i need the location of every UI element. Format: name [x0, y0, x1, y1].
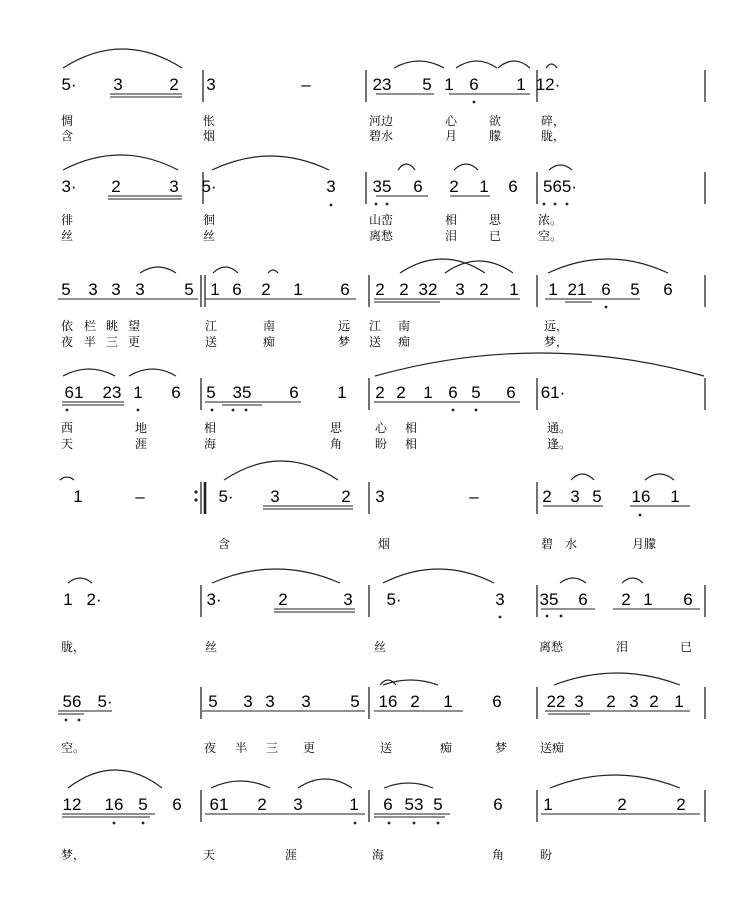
note: 1 — [509, 280, 519, 299]
octave-dot — [413, 822, 416, 825]
note: 35 — [372, 177, 392, 196]
lyric-text: 南 — [263, 319, 276, 333]
lyric-text: 河边 — [369, 114, 394, 128]
note: 2 — [257, 795, 267, 814]
lyric-text: 夜 — [61, 335, 74, 349]
lyric-text: 惆 — [61, 114, 74, 128]
note: 2 — [449, 177, 459, 196]
lyric-text: 碧水 — [369, 129, 394, 143]
slur-arc — [645, 474, 674, 480]
note: 5 — [184, 280, 194, 299]
note: 61· — [540, 383, 566, 402]
octave-dot — [475, 409, 478, 412]
octave-dot — [245, 409, 248, 412]
repeat-sign — [194, 482, 205, 514]
note: 5· — [97, 692, 113, 711]
note: 5 — [630, 280, 640, 299]
slur-arc — [554, 673, 680, 685]
note: 3· — [206, 590, 222, 609]
note: 2 — [676, 795, 686, 814]
lyric-text: 痴 — [398, 335, 411, 349]
lyric-text: 角 — [330, 437, 343, 451]
lyric-text: 泪 — [445, 229, 458, 243]
octave-dot — [211, 409, 214, 412]
octave-dot — [375, 203, 378, 206]
lyric-text: 痴 — [440, 741, 453, 755]
lyric-text: 朦 — [489, 129, 502, 143]
lyric-text: 已 — [680, 640, 693, 654]
lyric-text: 海 — [204, 437, 217, 451]
lyric-text: 远 — [338, 319, 351, 333]
lyric-text: 半 — [84, 335, 97, 349]
octave-dot — [566, 203, 569, 206]
note: 1 — [543, 795, 553, 814]
lyric-text: 烟 — [203, 129, 216, 143]
lyric-text: 盼 — [375, 437, 388, 451]
lyric-text: 碎， — [541, 114, 566, 128]
note: 6 — [383, 795, 393, 814]
lyric-text: 江 — [369, 319, 382, 333]
lyric-text: 丝 — [203, 229, 216, 243]
slur-arc — [68, 578, 92, 583]
note: 2 — [479, 280, 489, 299]
slur-arc — [456, 61, 497, 68]
note: 61 — [64, 383, 84, 402]
note: 6 — [232, 280, 242, 299]
note: – — [301, 75, 311, 94]
lyric-text: 浓。 — [538, 213, 563, 227]
lyric-text: 天 — [203, 848, 216, 862]
note: 6 — [578, 590, 588, 609]
slur-arc — [571, 474, 594, 480]
lyric-text: 梦 — [338, 335, 351, 349]
note: 2 — [542, 487, 552, 506]
slur-arc — [129, 369, 176, 376]
octave-dot — [452, 409, 455, 412]
octave-dot — [232, 409, 235, 412]
slur-arc — [298, 779, 352, 788]
lyric-text: 送 — [380, 741, 393, 755]
lyric-text: 南 — [398, 319, 411, 333]
slur-arc — [212, 569, 340, 583]
lyric-text: 已 — [489, 229, 502, 243]
lyric-text: 西 — [61, 421, 74, 435]
slur-arc — [560, 578, 586, 583]
lyric-text: 梦， — [544, 335, 569, 349]
note: 3 — [343, 590, 353, 609]
lyric-text: 更 — [128, 335, 141, 349]
lyric-text: 相 — [445, 213, 458, 227]
lyric-text: 夜 — [204, 741, 217, 755]
lyric-text: 相 — [405, 421, 418, 435]
lyric-text: 碧 — [541, 537, 554, 551]
lyric-text: 离愁 — [369, 229, 394, 243]
slur-arc — [213, 267, 238, 273]
lyric-text: 涯 — [285, 848, 298, 862]
note: 3 — [574, 692, 584, 711]
lyric-text: 思 — [330, 421, 343, 435]
note: 1 — [210, 280, 220, 299]
note: 6 — [663, 280, 673, 299]
note: 6 — [506, 383, 516, 402]
lyric-text: 江 — [205, 319, 218, 333]
slur-arc — [445, 261, 513, 273]
note: 2 — [111, 177, 121, 196]
lyric-text: 空。 — [61, 741, 86, 755]
note: 3 — [243, 692, 253, 711]
octave-dot — [473, 101, 476, 104]
note: 2 — [399, 280, 409, 299]
lyric-text: 三 — [266, 741, 279, 755]
lyric-text: 梦， — [61, 848, 86, 862]
lyric-text: 空。 — [538, 229, 563, 243]
lyric-text: 送痴 — [540, 741, 565, 755]
note: 21 — [567, 280, 587, 299]
octave-dot — [354, 822, 357, 825]
lyric-text: 痴 — [263, 335, 276, 349]
note: 16 — [104, 795, 124, 814]
note: 1 — [479, 177, 489, 196]
note: 35 — [232, 383, 252, 402]
note: 1 — [63, 590, 73, 609]
note: 22 — [546, 692, 566, 711]
lyric-text: 三 — [106, 335, 119, 349]
lyric-text: 涯 — [135, 437, 148, 451]
lyric-text: 心 — [375, 421, 388, 435]
lyric-text: 海 — [372, 848, 385, 862]
note: 5 — [422, 75, 432, 94]
note: 1 — [293, 280, 303, 299]
barline — [201, 275, 205, 307]
note: 5 — [138, 795, 148, 814]
lyric-text: 天 — [61, 437, 74, 451]
lyric-text: 盼 — [540, 848, 553, 862]
note: 12· — [535, 75, 561, 94]
octave-dot — [142, 822, 145, 825]
note: 2 — [649, 692, 659, 711]
note: 6 — [492, 692, 502, 711]
slur-arc — [224, 461, 338, 480]
note: 12 — [62, 795, 82, 814]
note: 3 — [206, 75, 216, 94]
note: 6 — [340, 280, 350, 299]
octave-dot — [66, 409, 69, 412]
octave-dot — [78, 719, 81, 722]
note: 5 — [433, 795, 443, 814]
note: 5· — [386, 590, 402, 609]
note: 2 — [261, 280, 271, 299]
slur-arc — [394, 61, 444, 68]
slur-arc — [622, 578, 643, 583]
lyric-text: 含 — [61, 129, 74, 143]
lyric-text: 徘 — [61, 213, 74, 227]
note: 6 — [683, 590, 693, 609]
lyric-text: 心 — [445, 114, 458, 128]
note: 3 — [629, 692, 639, 711]
lyric-text: 怅 — [203, 114, 216, 128]
lyric-text: 眺 — [106, 319, 119, 333]
note: 1 — [443, 692, 453, 711]
note: 2 — [341, 487, 351, 506]
lyric-text: 梦 — [495, 741, 508, 755]
note: 1 — [670, 487, 680, 506]
note: 53 — [404, 795, 424, 814]
slur-arc — [375, 353, 704, 376]
octave-dot — [605, 306, 608, 309]
slur-arc — [268, 270, 278, 273]
note: 6 — [601, 280, 611, 299]
octave-dot — [543, 203, 546, 206]
lyric-text: 胧， — [61, 640, 86, 654]
note: 5 — [61, 280, 71, 299]
note: 5 — [206, 383, 216, 402]
note: 2 — [278, 590, 288, 609]
note: 3 — [111, 280, 121, 299]
slur-arc — [60, 477, 74, 480]
octave-dot — [639, 514, 642, 517]
note: 3 — [265, 692, 275, 711]
note: 2 — [606, 692, 616, 711]
note: 6 — [172, 795, 182, 814]
lyric-text: 望 — [128, 319, 141, 333]
note: 1 — [548, 280, 558, 299]
octave-dot — [65, 719, 68, 722]
note: 2 — [617, 795, 627, 814]
note: 16 — [378, 692, 398, 711]
note: 16 — [631, 487, 651, 506]
note: – — [469, 487, 479, 506]
note: 3 — [113, 75, 123, 94]
note: 3 — [135, 280, 145, 299]
note: 5 — [592, 487, 602, 506]
octave-dot — [499, 616, 502, 619]
slur-arc — [384, 783, 433, 788]
lyric-text: 栏 — [84, 319, 97, 333]
note: 3 — [326, 177, 336, 196]
note: 1 — [349, 795, 359, 814]
note: 6 — [448, 383, 458, 402]
note: 3 — [88, 280, 98, 299]
slur-arc — [550, 775, 680, 788]
slur-arc — [68, 770, 162, 788]
note: 5 — [471, 383, 481, 402]
note: 6 — [493, 795, 503, 814]
note: 2 — [375, 280, 385, 299]
note: 5· — [61, 75, 77, 94]
lyric-text: 远， — [544, 319, 569, 333]
note: 6 — [289, 383, 299, 402]
note: 1 — [73, 487, 83, 506]
note: 3 — [270, 487, 280, 506]
note: 1 — [444, 75, 454, 94]
note: 1 — [516, 75, 526, 94]
note: 2 — [410, 692, 420, 711]
lyric-text: 更 — [303, 741, 316, 755]
lyric-text: 丝 — [61, 229, 74, 243]
note: 1 — [643, 590, 653, 609]
note: 5 — [350, 692, 360, 711]
note: 3 — [570, 487, 580, 506]
octave-dot — [546, 615, 549, 618]
slur-arc — [548, 259, 668, 273]
octave-dots — [62, 101, 642, 825]
slur-arc — [211, 781, 270, 788]
note: 6 — [171, 383, 181, 402]
lyric-text: 丝 — [374, 640, 387, 654]
note: – — [135, 487, 145, 506]
octave-dot — [388, 822, 391, 825]
slur-arc — [398, 164, 415, 170]
note: 23 — [372, 75, 392, 94]
slur-arc — [454, 164, 478, 170]
octave-dot — [437, 822, 440, 825]
note: 5 — [208, 692, 218, 711]
note: 3 — [169, 177, 179, 196]
note: 6 — [508, 177, 518, 196]
lyric-text: 相 — [204, 421, 217, 435]
note: 3 — [293, 795, 303, 814]
note: 3 — [455, 280, 465, 299]
note: 3· — [61, 177, 77, 196]
note: 1 — [337, 383, 347, 402]
lyric-text: 送 — [205, 335, 218, 349]
note: 1 — [423, 383, 433, 402]
note: 6 — [469, 75, 479, 94]
slurs — [60, 49, 704, 788]
lyric-text: 丝 — [205, 640, 218, 654]
lyric-text: 半 — [235, 741, 248, 755]
note: 61 — [209, 795, 229, 814]
note: 5· — [201, 177, 217, 196]
note: 23 — [102, 383, 122, 402]
octave-dot — [113, 822, 116, 825]
lyric-text: 月朦 — [632, 537, 657, 551]
note: 2 — [375, 383, 385, 402]
octave-dot — [554, 203, 557, 206]
note: 2 — [396, 383, 406, 402]
lyric-text: 月 — [445, 129, 458, 143]
slur-arc — [383, 569, 494, 583]
note: 2· — [86, 590, 102, 609]
note: 565· — [542, 177, 578, 196]
lyric-text: 离愁 — [539, 640, 564, 654]
note: 2 — [621, 590, 631, 609]
note: 6 — [413, 177, 423, 196]
note: 3 — [495, 590, 505, 609]
slur-arc — [498, 61, 530, 68]
lyric-text: 含 — [218, 537, 231, 551]
slur-arc — [63, 49, 182, 68]
lyric-text: 胧， — [541, 129, 566, 143]
note: 1 — [133, 383, 143, 402]
lyric-text: 欲 — [489, 114, 502, 128]
note: 1 — [674, 692, 684, 711]
note: 3 — [375, 487, 385, 506]
slur-arc — [63, 369, 115, 376]
lyric-text: 相 — [405, 437, 418, 451]
lyric-text: 送 — [369, 335, 382, 349]
lyric-text: 烟 — [378, 537, 391, 551]
note: 5· — [218, 487, 234, 506]
lyric-text: 徊 — [203, 213, 216, 227]
lyric-text: 水 — [565, 537, 578, 551]
lyric-text: 山峦 — [369, 213, 394, 227]
note: 2 — [169, 75, 179, 94]
note: 32 — [418, 280, 438, 299]
lyric-text: 思 — [489, 213, 502, 227]
lyric-text: 依 — [61, 319, 74, 333]
note: 35 — [539, 590, 559, 609]
slur-arc — [140, 267, 176, 273]
note: 3 — [301, 692, 311, 711]
slur-arc — [546, 64, 557, 68]
octave-dot — [330, 204, 333, 207]
octave-dot — [137, 409, 140, 412]
lyric-text: 通。 — [547, 421, 572, 435]
lyric-text: 逢。 — [547, 437, 572, 451]
octave-dot — [560, 615, 563, 618]
slur-arc — [63, 155, 178, 170]
slur-arc — [549, 165, 572, 170]
note: 56 — [62, 692, 82, 711]
octave-dot — [386, 203, 389, 206]
lyric-text: 泪 — [616, 640, 629, 654]
slur-arc — [212, 156, 329, 170]
lyric-text: 角 — [492, 848, 505, 862]
lyric-text: 地 — [135, 421, 148, 435]
